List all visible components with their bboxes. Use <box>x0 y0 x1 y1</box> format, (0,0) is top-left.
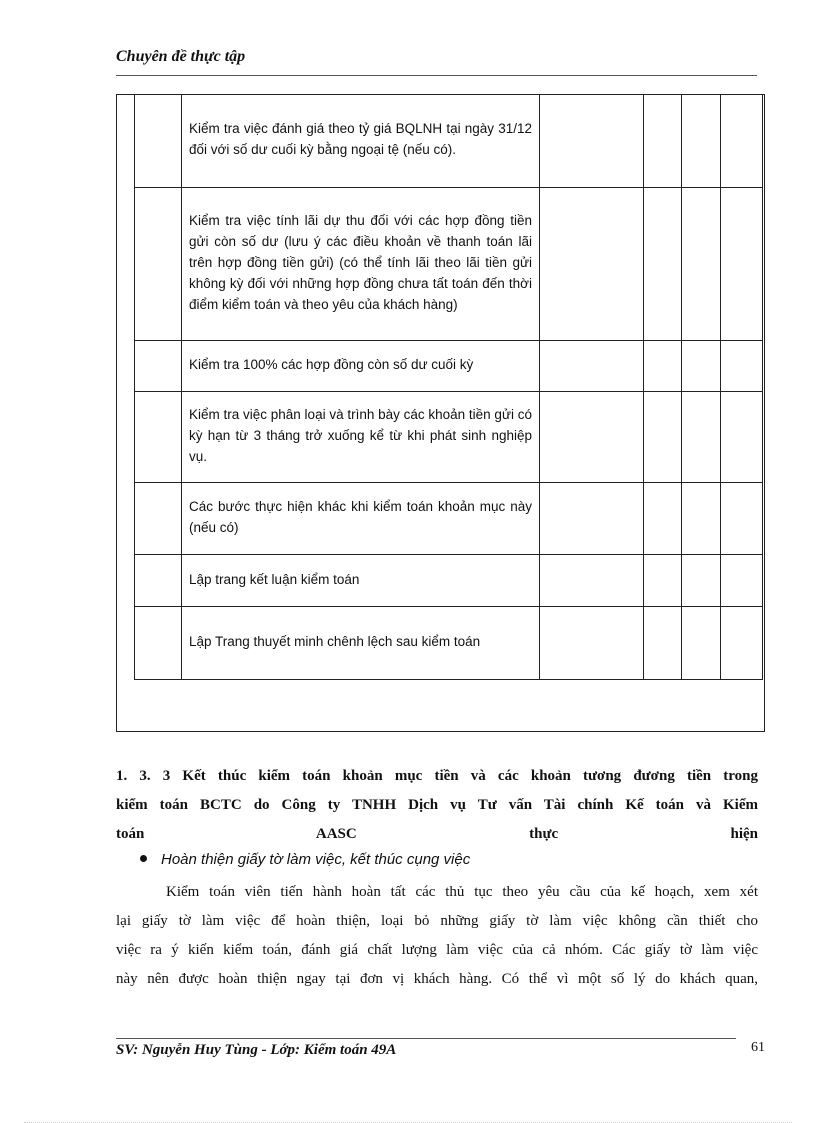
table-cell <box>682 187 721 340</box>
table-cell <box>540 340 644 391</box>
table-cell <box>644 554 682 606</box>
table-cell <box>644 391 682 482</box>
table-cell <box>644 606 682 679</box>
step-text: Kiểm tra việc tính lãi dự thu đối với các hợp đồng tiền gửi còn số dư (lưu ý các điều khoản về thanh toán lãi trên hợp đồng tiền gửi) (có thể tính lãi theo lãi tiền gửi không kỳ đối với những hợp đồng chưa tất toán đến thời điểm kiểm toán và theo yêu của khách hàng) <box>189 213 532 312</box>
table-cell <box>644 482 682 554</box>
table-cell <box>135 391 182 482</box>
table-cell <box>682 340 721 391</box>
table-cell <box>721 391 763 482</box>
table-cell <box>682 554 721 606</box>
step-text: Các bước thực hiện khác khi kiểm toán khoản mục này (nếu có) <box>189 499 532 535</box>
table-cell <box>540 554 644 606</box>
paragraph-line: lại giấy tờ làm việc để hoàn thiện, loại bỏ những giấy tờ làm việc không cần thiết cho <box>116 913 758 929</box>
step-text: Lập trang kết luận kiểm toán <box>189 571 360 587</box>
section-heading-line: kiểm toán BCTC do Công ty TNHH Dịch vụ Tư vấn Tài chính Kế toán và Kiểm <box>116 797 758 813</box>
table-row <box>135 391 763 482</box>
table-row <box>135 482 763 554</box>
bullet-dot-icon <box>140 855 147 862</box>
table-cell <box>682 391 721 482</box>
table-cell <box>540 606 644 679</box>
table-row <box>135 554 763 606</box>
footer-student-info: SV: Nguyễn Huy Tùng - Lớp: Kiểm toán 49A <box>116 1042 397 1058</box>
table-cell <box>721 340 763 391</box>
audit-steps-table <box>134 94 763 680</box>
section-heading <box>116 762 758 849</box>
header-divider <box>116 75 757 76</box>
step-text: Kiểm tra việc đánh giá theo tỷ giá BQLNH tại ngày 31/12 đối với số dư cuối kỳ bằng ngoại tệ (nếu có). <box>189 121 532 158</box>
table-cell <box>135 482 182 554</box>
table-cell <box>182 94 540 187</box>
bullet-item <box>140 851 470 868</box>
section-heading-line: toán AASC thực hiện <box>116 826 758 842</box>
page-header-title: Chuyên đề thực tập <box>116 48 246 65</box>
table-cell <box>182 391 540 482</box>
table-cell <box>540 391 644 482</box>
step-text: Kiểm tra 100% các hợp đồng còn số dư cuối kỳ <box>189 357 474 372</box>
page-number: 61 <box>751 1040 765 1055</box>
table-row <box>135 340 763 391</box>
table-row <box>135 187 763 340</box>
table-cell <box>182 606 540 679</box>
paragraph-line: Kiểm toán viên tiến hành hoàn tất các thủ tục theo yêu cầu của kế hoạch, xem xét <box>166 884 758 900</box>
paragraph-line: việc ra ý kiến kiểm toán, đánh giá chất lượng làm việc của cả nhóm. Các giấy tờ làm việc <box>116 942 758 958</box>
table-cell <box>135 606 182 679</box>
footer-divider <box>116 1038 736 1039</box>
table-cell <box>721 606 763 679</box>
section-heading-line: 1. 3. 3 Kết thúc kiểm toán khoản mục tiền và các khoản tương đương tiền trong <box>116 768 758 784</box>
table-cell <box>135 554 182 606</box>
table-cell <box>540 94 644 187</box>
table-cell <box>540 187 644 340</box>
table-cell <box>135 187 182 340</box>
table-cell <box>644 187 682 340</box>
table-row <box>135 94 763 187</box>
table-cell <box>182 482 540 554</box>
step-text: Lập Trang thuyết minh chênh lệch sau kiểm toán <box>189 634 481 649</box>
bullet-text: Hoàn thiện giấy tờ làm việc, kết thúc cụng việc <box>161 851 471 868</box>
table-cell <box>644 94 682 187</box>
table-cell <box>721 187 763 340</box>
table-cell <box>135 94 182 187</box>
table-cell <box>682 606 721 679</box>
paragraph-line: này nên được hoàn thiện ngay tại đơn vị khách hàng. Có thể vì một số lý do khách quan, <box>116 971 758 987</box>
table-cell <box>135 340 182 391</box>
table-cell <box>721 482 763 554</box>
table-cell <box>682 482 721 554</box>
table-cell <box>721 554 763 606</box>
step-text: Kiểm tra việc phân loại và trình bày các khoản tiền gửi có kỳ hạn từ 3 tháng trở xuống kể từ khi phát sinh nghiệp vụ. <box>189 407 532 464</box>
body-paragraph <box>116 878 758 994</box>
table-cell <box>182 554 540 606</box>
table-cell <box>540 482 644 554</box>
table-cell <box>182 340 540 391</box>
table-cell <box>644 340 682 391</box>
table-row <box>135 606 763 679</box>
table-cell <box>682 94 721 187</box>
table-cell <box>721 94 763 187</box>
table-cell <box>182 187 540 340</box>
